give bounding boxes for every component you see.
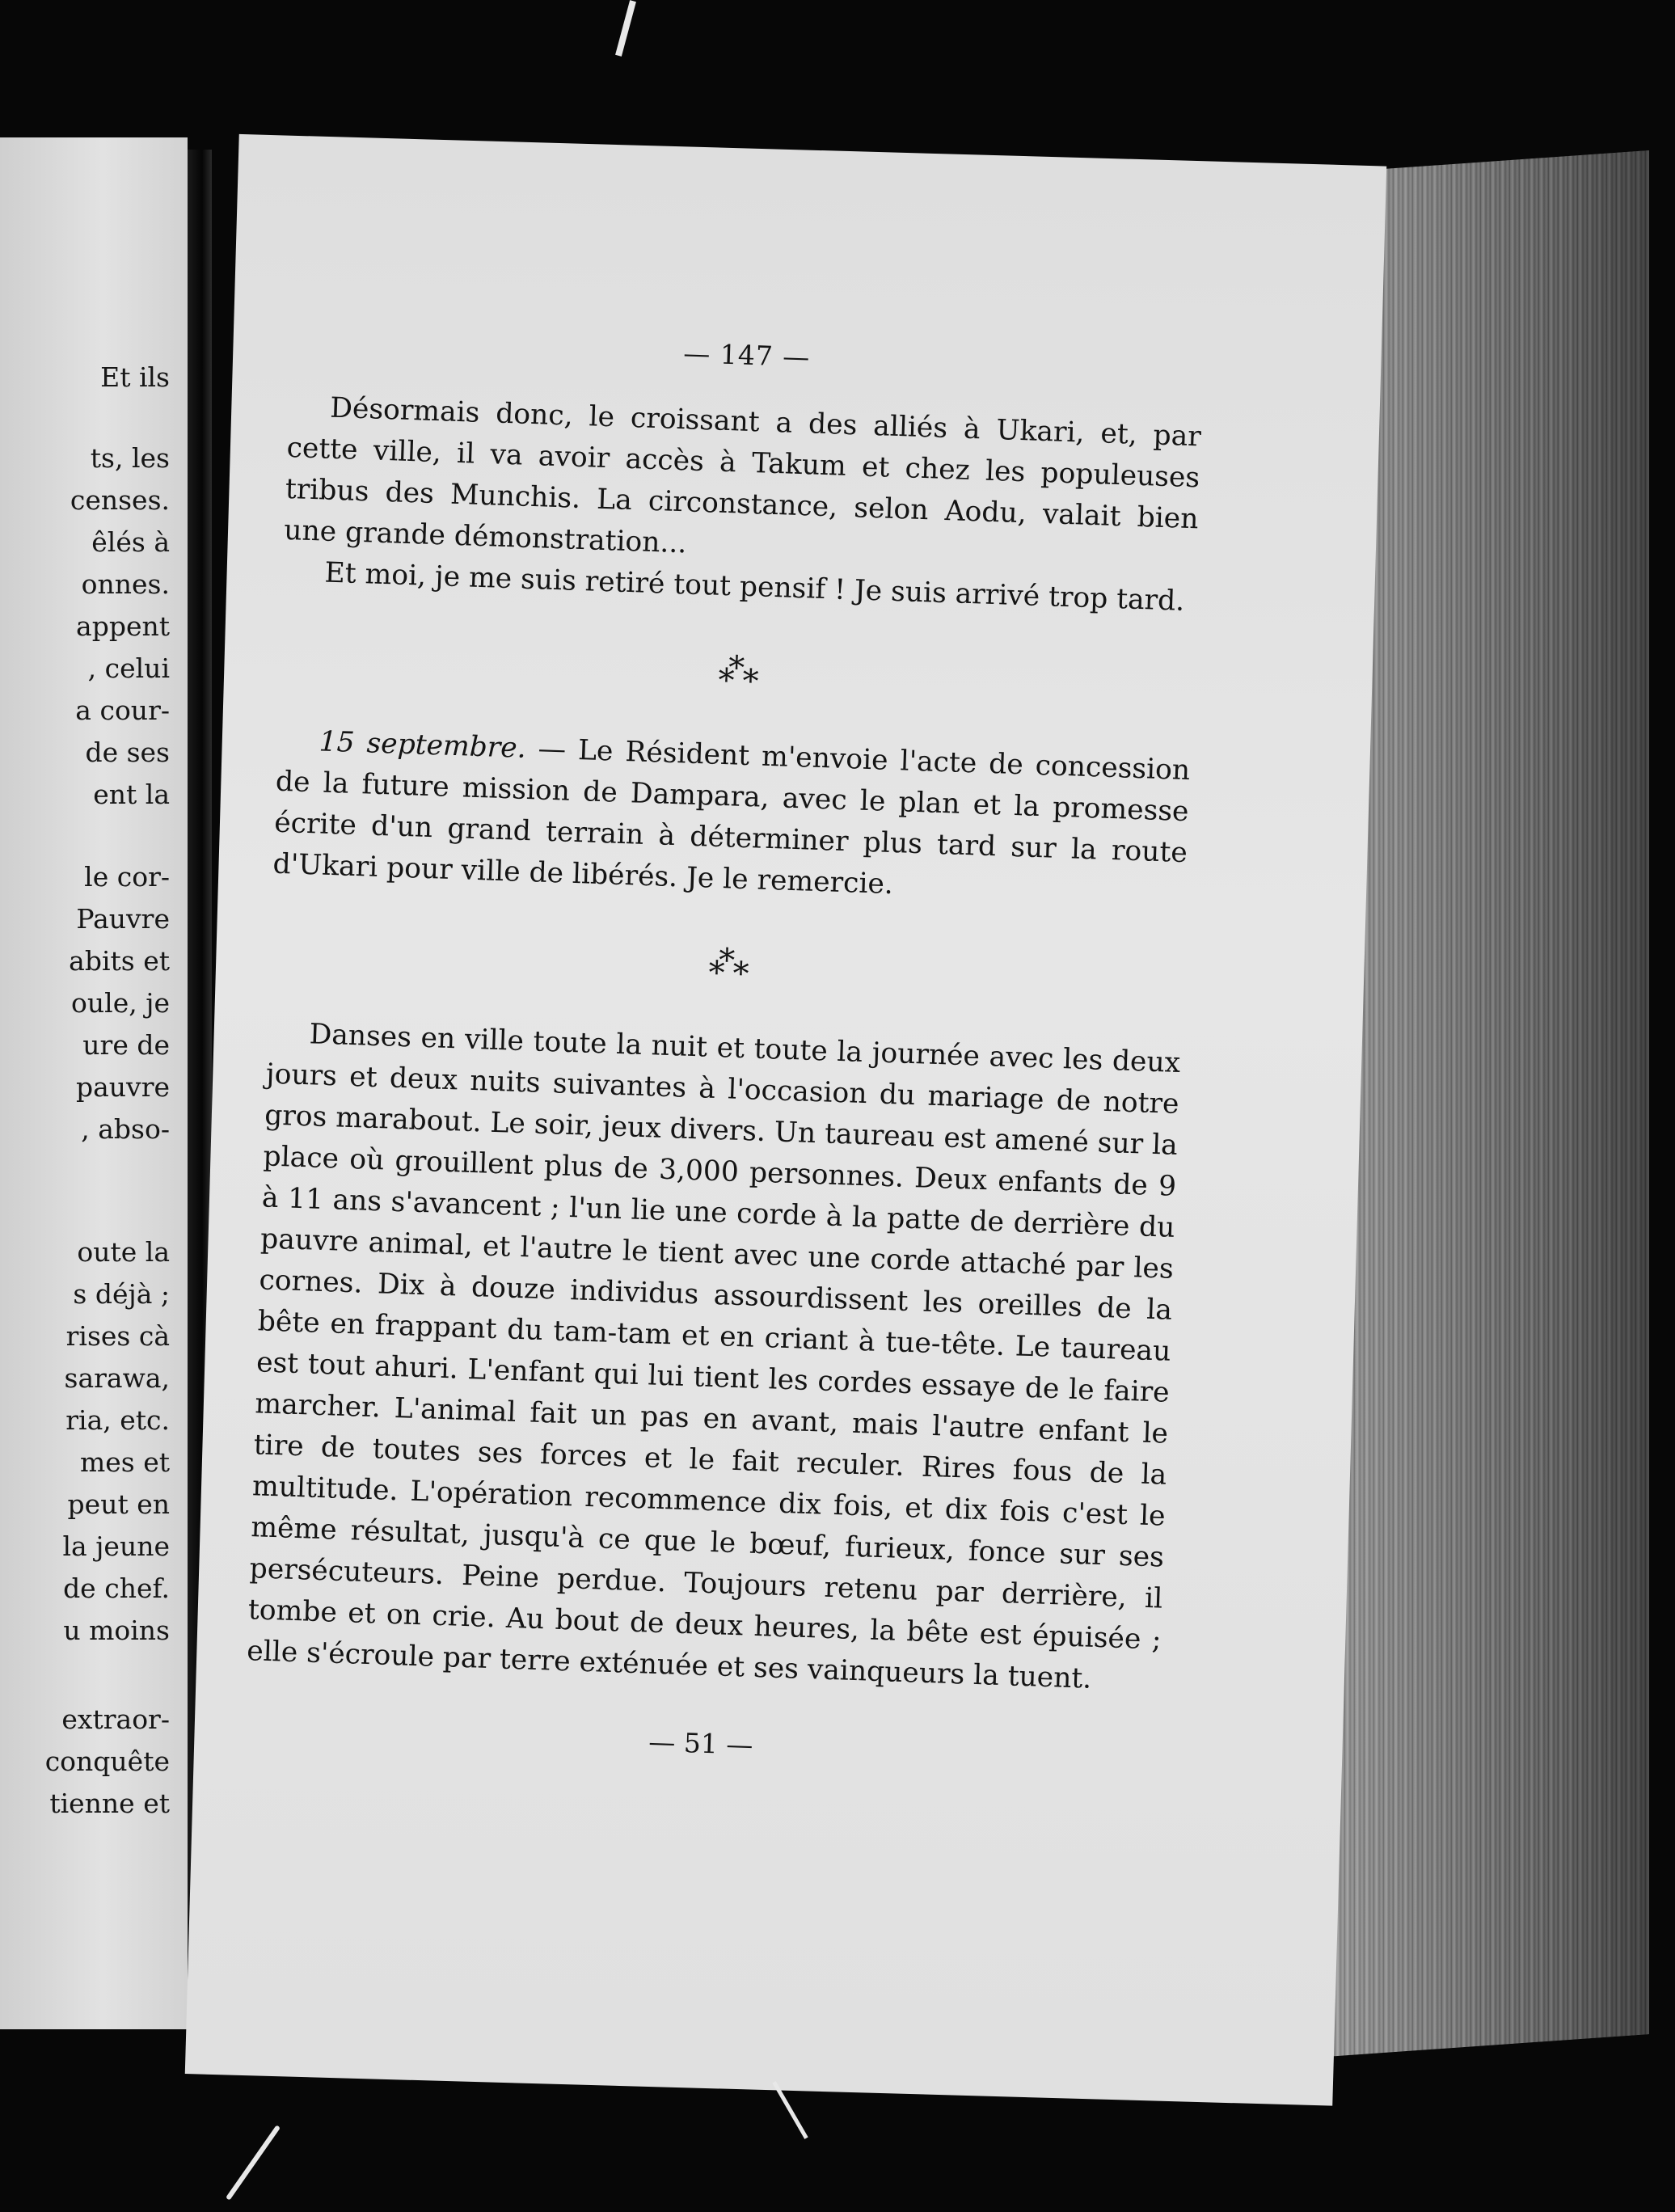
dated-entry bbox=[272, 720, 1191, 915]
left-page-fragment: mes et bbox=[79, 1446, 170, 1478]
paragraph: Désormais donc, le croissant a des alliés à Ukari, et, par cette ville, il va avoir accès à Takum et chez les populeuses tribus des Munchis. La circonstance, selon Aodu, valait bien une grande démonstration... bbox=[283, 391, 1202, 560]
left-page-fragment: ure de bbox=[82, 1029, 170, 1061]
page-number-footer: — 51 — bbox=[648, 1725, 753, 1761]
left-page-fragment: la jeune bbox=[62, 1530, 170, 1562]
left-page-fragment: ria, etc. bbox=[65, 1404, 170, 1436]
asterism-star: * bbox=[728, 649, 745, 687]
left-facing-page bbox=[0, 137, 188, 2029]
asterism-star: * bbox=[707, 954, 726, 993]
left-page-fragment: sarawa, bbox=[64, 1362, 170, 1394]
left-page-fragment: pauvre bbox=[76, 1071, 170, 1103]
left-page-fragment: Et ils bbox=[100, 361, 170, 393]
page-text bbox=[243, 319, 1204, 1779]
left-page-fragment: oute la bbox=[77, 1236, 170, 1268]
asterism-star: * bbox=[732, 955, 750, 994]
left-page-fragment: censes. bbox=[70, 484, 170, 516]
asterism-star: * bbox=[717, 661, 736, 700]
left-page-fragment: tienne et bbox=[49, 1788, 170, 1819]
left-page-fragment: de chef. bbox=[63, 1572, 170, 1604]
left-page-fragment: ts, les bbox=[90, 442, 170, 474]
left-page-fragment: rises cà bbox=[65, 1320, 170, 1352]
left-page-fragment: de ses bbox=[85, 737, 170, 768]
left-page-fragment: conquête bbox=[44, 1746, 170, 1777]
left-page-fragment: êlés à bbox=[91, 526, 170, 558]
left-page-fragment: s déjà ; bbox=[73, 1278, 170, 1310]
entry-date: 15 septembre. bbox=[319, 725, 527, 765]
asterism-star: * bbox=[741, 662, 760, 701]
film-scratch bbox=[226, 2125, 281, 2201]
asterism-star: * bbox=[718, 941, 736, 980]
left-page-fragment: peut en bbox=[67, 1488, 170, 1520]
paragraph: Danses en ville toute la nuit et toute la journée avec les deux jours et deux nuits suivantes à l'occasion du mariage de notre gros marabout. Le soir, jeux divers. Un taureau est amené sur la place où grouillent plus de 3,000 personnes. Deux enfants de 9 à 11 ans s'avancent ; l'un lie une corde à la patte de derrière du pauvre animal, et l'autre le tient avec une corde attaché par les cornes. Dix à douze individus assourdissent les oreilles de la bête en frappant du tam-tam et en criant à tue-tête. Le taureau est tout ahuri. L'enfant qui lui tient les cordes essaye de le faire marcher. L'animal fait un pas en avant, mais l'autre enfant le tire de toutes ses forces et le fait reculer. Rires fous de la multitude. L'opération recommence dix fois, et dix fois c'est le même résultat, jusqu'à ce que le bœuf, furieux, fonce sur ses persécuteurs. Peine perdue. Toujours retenu par derrière, il tombe et on crie. Au bout de deux heures, la bête est épuisée ; elle s'écroule par terre exténuée et ses vainqueurs la tuent. bbox=[246, 1018, 1181, 1695]
left-page-fragment: u moins bbox=[63, 1615, 170, 1646]
entry-text: — Le Résident m'envoie l'acte de concession de la future mission de Dampara, avec le plan et la promesse écrite d'un grand terrain à déterminer plus tard sur la route d'Ukari pour ville de libérés. Je le remercie. bbox=[272, 732, 1191, 901]
left-page-fragment: onnes. bbox=[81, 568, 170, 600]
left-page-fragment: , celui bbox=[87, 652, 170, 684]
left-page-fragment: Pauvre bbox=[76, 903, 170, 935]
left-page-fragment: , abso- bbox=[81, 1113, 170, 1145]
left-page-fragment: ent la bbox=[93, 779, 170, 810]
left-page-fragment: appent bbox=[76, 610, 170, 642]
left-page-fragment: le cor- bbox=[84, 861, 170, 893]
left-page-fragment: abits et bbox=[69, 945, 170, 977]
left-page-fragment: a cour- bbox=[75, 694, 170, 726]
film-scratch bbox=[615, 0, 636, 57]
page-number-header: — 147 — bbox=[682, 337, 811, 374]
paragraph: Et moi, je me suis retiré tout pensif ! Je suis arrivé trop tard. bbox=[323, 556, 1185, 618]
section-break-asterism bbox=[279, 641, 1193, 703]
left-page-fragment: extraor- bbox=[61, 1703, 170, 1735]
section-break-asterism bbox=[269, 934, 1183, 996]
left-page-fragment: oule, je bbox=[71, 987, 170, 1019]
